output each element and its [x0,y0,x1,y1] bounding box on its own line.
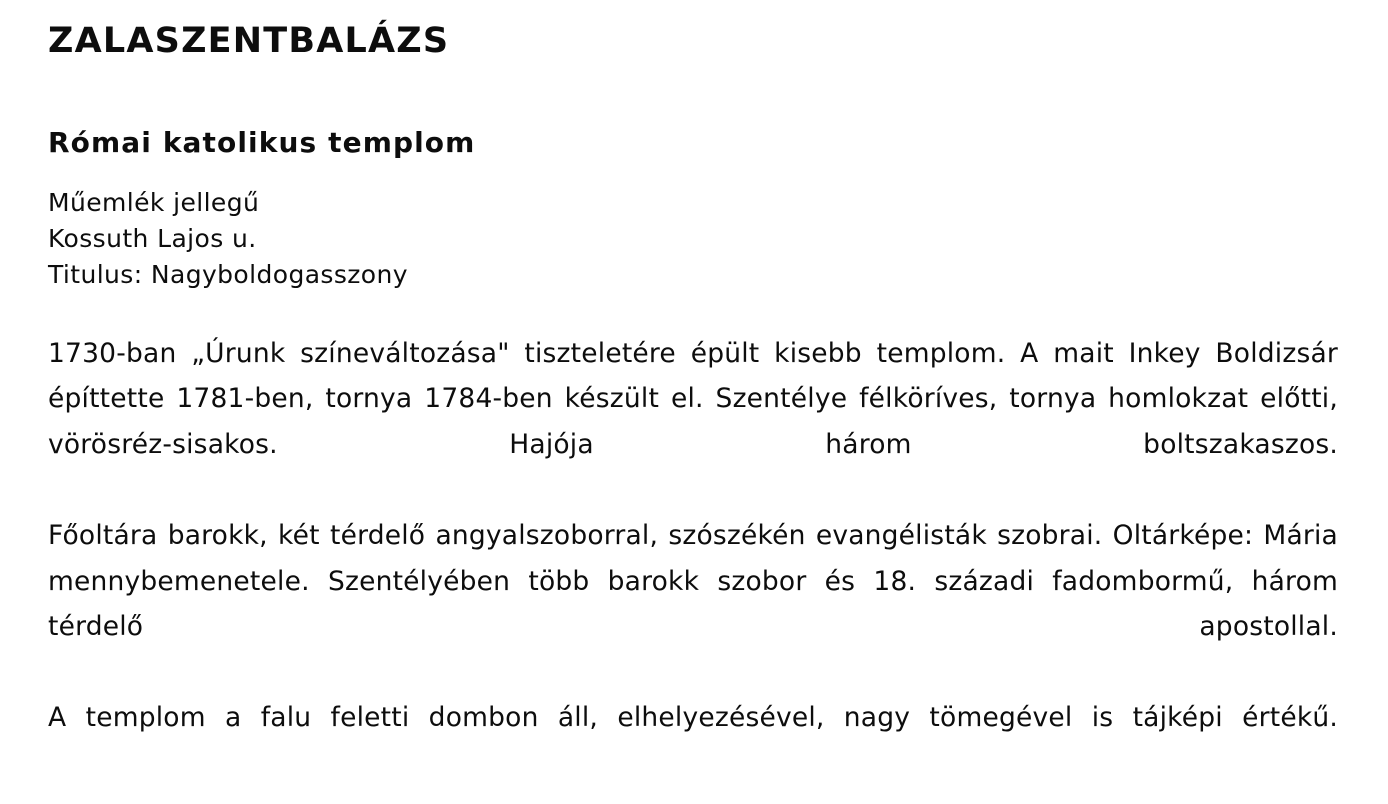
page-title: ZALASZENTBALÁZS [48,21,450,61]
metadata-line-protection: Műemlék jellegű [48,187,260,217]
metadata-line-titulus: Titulus: Nagyboldogasszony [48,259,408,289]
section-heading: Római katolikus templom [48,125,476,159]
body-text [48,331,1338,787]
paragraph-interior: Főoltára barokk, két térdelő angyalszoborral, szószékén evangélisták szobrai. Oltárképe: Mária mennybemenetele. Szentélyében több barokk szobor és 18. századi fadombormű, három térdelő apostollal. [48,520,1338,643]
text-column [48,22,1338,786]
paragraph-setting: A templom a falu feletti dombon áll, elhelyezésével, nagy tömegével is tájképi értékű. [48,702,1338,734]
metadata-block [48,185,1338,293]
metadata-line-address: Kossuth Lajos u. [48,223,257,253]
paragraph-history: 1730-ban „Úrunk színeváltozása" tiszteletére épült kisebb templom. A mait Inkey Boldizsár építtette 1781-ben, tornya 1784-ben készült el. Szentélye félköríves, tornya homlokzat előtti, vörösréz-sisakos. Hajója három boltszakaszos. [48,337,1338,460]
